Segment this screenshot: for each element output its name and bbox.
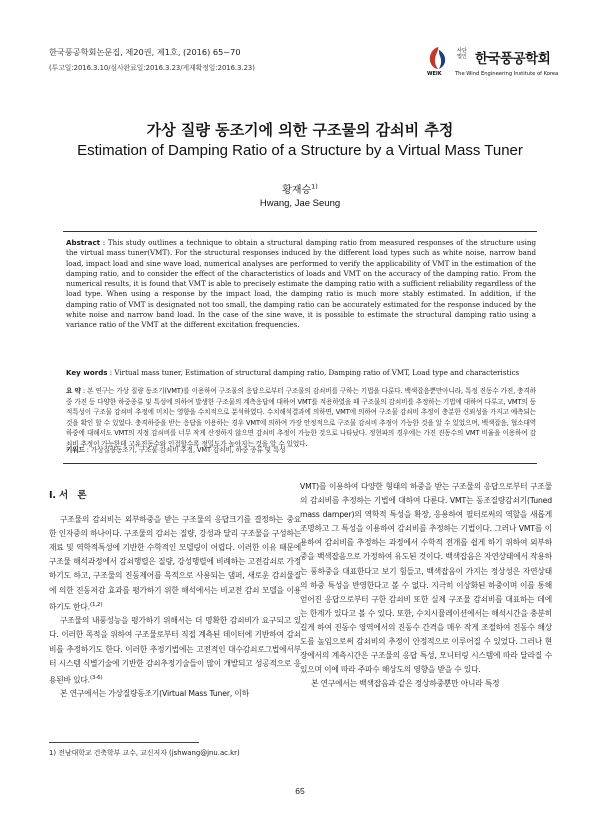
logo-name: 한국풍공학회 — [475, 51, 551, 67]
intro-paragraph-3: 본 연구에서는 가상질량동조기(Virtual Mass Tuner, 이하 — [60, 689, 249, 699]
abstract-label: Abstract — [66, 238, 101, 247]
keywords-text: : Virtual mass tuner, Estimation of structural damping ratio, Damping ratio of VMT, Load type and characteristics — [107, 368, 520, 377]
author-english: Hwang, Jae Seung — [259, 198, 341, 209]
korean-keywords-label: 키워드 — [66, 446, 85, 454]
abstract-text: : This study outlines a technique to obtain a structural damping ratio from measured responses of the structure using the virtual mass tuner(VMT). For the structural responses induced by the different load types such as white noise, narrow band load, impact load and sine wave load, numerical analyses are performed to verify the applicability of VMT in the estimation of the damping ratio, and to consider the effect of the characteristics of loads and VMT on the accuracy of the damping ratio. From the numerical results, it is found that VMT is able to precisely estimate the damping ratio with a sufficient reliability regardless of the load type. When using a response by the impact load, the damping ratio is much more stably estimated. In addition, if the damping ratio of VMT is designated not too small, the damping ratio can be accurately estimated for the response induced by the white noise and narrow band load. In the case of the sine wave, it is possible to estimate the structural damping ratio using a variance ratio of the VMT at the different excitation frequencies. — [66, 238, 536, 330]
abstract-bottom-rule — [63, 463, 537, 464]
logo-small-text: 사단 법인 — [457, 48, 467, 60]
weik-emblem-icon — [427, 46, 449, 70]
keywords — [66, 368, 536, 378]
author-korean — [0, 181, 600, 196]
intro-paragraph-1 — [49, 513, 301, 614]
author-footnote: 1) 전남대학교 건축학부 교수, 교신저자 (jshwang@jnu.ac.kr) — [49, 749, 240, 757]
left-column — [49, 480, 301, 701]
paper-title-english: Estimation of Damping Ratio of a Structure by a Virtual Mass Tuner — [77, 142, 523, 159]
citation-ref: (1,2) — [89, 601, 103, 608]
footnote-rule — [49, 742, 199, 743]
section-heading: I. 서 론 — [49, 490, 87, 501]
intro-paragraph-2-text: 구조물의 내풍성능을 평가하기 위해서는 더 명확한 감쇠비가 요구되고 있다. 이러한 목적을 위하여 구조물로부터 직접 계측된 데이터에 기반하여 감쇠비를 추정하기도 한다. 이러한 추정기법에는 고전적인 대수감쇠로그법에서부터 시스템 식별기술에 기반한 감쇠추정기술들이 많이 개발되고 성공적으로 응용된바 있다. — [49, 616, 301, 685]
abstract-top-rule — [63, 231, 537, 232]
paper-title-korean: 가상 질량 동조기에 의한 구조물의 감쇠비 추정 — [146, 121, 454, 139]
page-number: 65 — [295, 786, 305, 796]
korean-keywords-text: : 가상질량동조기, 구조물 감쇠비 추정, VMT 감쇠비, 하중 종류 및 특성 — [84, 446, 286, 454]
logo-english-name: The Wind Engineering Institute of Korea — [455, 71, 559, 77]
korean-keywords — [66, 445, 536, 456]
korean-abstract-text: : 본 연구는 가상 질량 동조기(VMT)를 이용하여 구조물의 응답으로부터 구조물의 감쇠비를 구하는 기법을 다룬다. 백색잡음뿐만아니라, 특정 진동수 가진, 충격하중 가진 등 다양한 하중종류 및 특성에 의하여 발생한 구조물의 계측응답에 대하여 VMT를 적용하였을 때 구조물의 감쇠비를 추정하는 기법에 대하여 다루고, VMT의 동적특성이 구조물 감쇠비 추정에 미치는 영향을 수치적으로 분석하였다. 수치해석결과에 의하면, VMT에 의하여 구조물 감쇠비 추정이 충분한 신뢰성을 가지고 예측되는 것을 확인 할 수 있었다. 충격하중을 받는 응답을 이용하는 경우 VMT에 의하여 가장 안정적으로 구조물 감쇠비 추정이 가능한 것을 알 수 있었으며, 백색잡음, 협소대역 하중에 대해서도 VMT의 지정 감쇠비를 너무 작게 산정하지 않으면 감쇠비 추정이 가능한 것으로 나타났다. 정현파의 경우에는 가진 진동수의 VMT 비율을 이용하여 감쇠비 추정이 가능한데 고유진동수와 인접할수록 정밀도가 높아지는 것을 알 수 있었다. — [66, 387, 536, 448]
korean-abstract — [66, 386, 536, 450]
author-affiliation-mark: 1) — [311, 182, 318, 191]
society-logo — [427, 46, 557, 80]
korean-abstract-label: 요 약 — [66, 387, 81, 395]
intro-paragraph-2 — [49, 614, 301, 687]
intro-paragraph-1-text: 구조물의 감쇠비는 외부하중을 받는 구조물의 응답크기를 결정하는 중요한 인자중의 하나이다. 구조물의 감쇠는 질량, 강성과 달리 구조물을 구성하는 재료 및 역학적특성에 기반한 수학적인 모델링이 어렵다. 이러한 이유 때문에 구조물 해석과정에서 감쇠행렬은 질량, 강성행렬에 비례하는 고전감쇠로 가정하기도 하고, 구조물의 진동제어를 목적으로 사용되는 댐퍼, 새로운 감쇠물질에 의한 진동저감 효과를 평가하기 위한 해석에서는 비교전 감쇠 모델을 이용하기도 한다. — [49, 515, 301, 612]
citation-ref: (3-6) — [89, 674, 103, 681]
logo-abbr: WEIK — [427, 71, 442, 77]
keywords-label: Key words — [66, 368, 108, 377]
right-column — [300, 480, 552, 691]
intro-paragraph-3-cont: VMT)를 이용하여 다양한 형태의 하중을 받는 구조물의 응답으로부터 구조물의 감쇠비를 추정하는 기법에 대하여 다룬다. VMT는 동조질량감쇠기(Tuned mass damper)의 역학적 특성을 확장, 응용하여 필터로써의 역할을 새롭게 조명하고 그 특성을 이용하여 감쇠비를 추정하는 기법이다. 그러나 VMT를 이용하여 감쇠비를 추정하는 과정에서 수학적 전개를 쉽게 하기 위하여 외부하중을 백색잡음으로 가정하여 유도된 것이다. 백색잡음은 자연상태에서 작용하는 풍하중을 대표한다고 보기 힘들고, 백색잡음이 가지는 정상성은 자연상태의 하중 특성을 반영한다고 볼 수 없다. 지극히 이상화된 하중이며 이를 통해 얻어진 응답으로부터 구한 감쇠비 또한 실제 구조물 감쇠비를 대표하는 데에는 한계가 있다고 볼 수 있다. 또한, 수치시뮬레이션에서는 해석시간을 충분히 길게 하여 진동수 영역에서의 진동수 간격을 매우 작게 조절하여 진동수 해상도를 높임으로써 감쇠비의 추정이 안정적으로 이루어질 수 있었다. 그러나 현장에서의 계측시간은 구조물의 응답 특성, 모니터링 시스템에 따라 달라질 수 있으며 이에 따라 주파수 해상도의 영향을 받을 수 있다. — [300, 482, 552, 675]
intro-paragraph-4: 본 연구에서는 백색잡음과 같은 정상하중뿐만 아니라 특정 — [311, 679, 500, 689]
submission-dates: (투고일:2016.3.10/심사완료일:2016.3.23/게재확정일:2016.3.23) — [49, 64, 255, 72]
journal-citation: 한국풍공학회논문집, 제20권, 제1호, (2016) 65~70 — [49, 47, 241, 57]
author-name: 황재승 — [282, 185, 312, 196]
abstract — [66, 238, 536, 331]
